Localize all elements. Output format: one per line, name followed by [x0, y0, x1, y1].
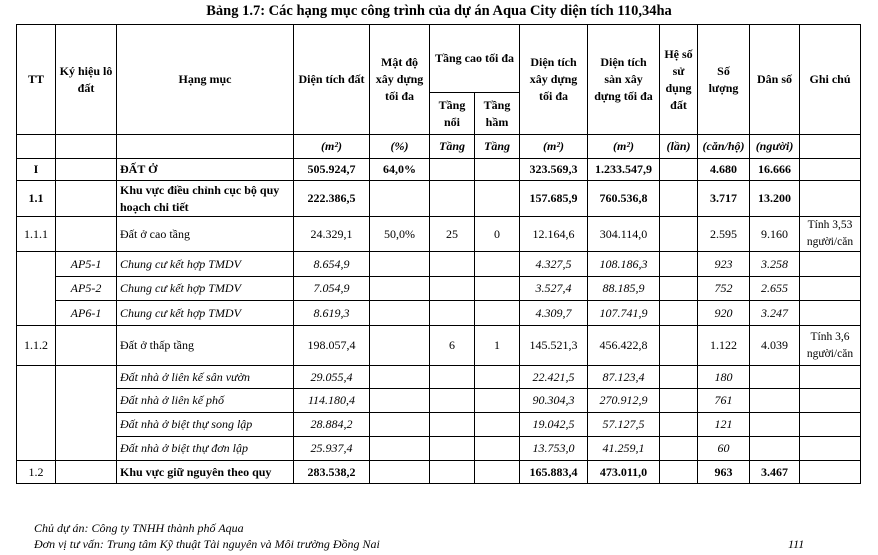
unit-cell: (người)	[750, 135, 800, 159]
cell-gc	[800, 159, 861, 181]
cell-hm: Đất ở thấp tầng	[117, 326, 294, 366]
cell-ds: 3.467	[750, 461, 800, 484]
cell-tt: 1.1.2	[17, 326, 56, 366]
header-ky-hieu: Ký hiệu lô đất	[56, 25, 117, 135]
cell-dt: 24.329,1	[294, 217, 370, 252]
cell-sl: 121	[698, 413, 750, 437]
cell-dt: 222.386,5	[294, 181, 370, 217]
cell-hm: Chung cư kết hợp TMDV	[117, 301, 294, 326]
cell-ds: 2.655	[750, 277, 800, 301]
cell-dtxd: 165.883,4	[520, 461, 588, 484]
cell-kh	[56, 326, 117, 366]
cell-dt: 8.619,3	[294, 301, 370, 326]
cell-th: 0	[475, 217, 520, 252]
table-row	[17, 217, 861, 252]
cell-hs	[660, 326, 698, 366]
cell-tt: 1.1.1	[17, 217, 56, 252]
cell-ds: 3.247	[750, 301, 800, 326]
cell-gc	[800, 389, 861, 413]
cell-hs	[660, 252, 698, 277]
unit-cell	[117, 135, 294, 159]
cell-th	[475, 252, 520, 277]
cell-tt: I	[17, 159, 56, 181]
cell-dts: 87.123,4	[588, 366, 660, 389]
cell-hs	[660, 389, 698, 413]
table-row	[17, 461, 861, 484]
cell-sl: 752	[698, 277, 750, 301]
header-dien-tich-dat: Diện tích đất	[294, 25, 370, 135]
cell-md	[370, 437, 430, 461]
header-dan-so: Dân số	[750, 25, 800, 135]
cell-hm: Chung cư kết hợp TMDV	[117, 277, 294, 301]
header-so-luong: Số lượng	[698, 25, 750, 135]
cell-tn	[430, 413, 475, 437]
cell-th	[475, 301, 520, 326]
cell-dts: 270.912,9	[588, 389, 660, 413]
header-tang-noi: Tầng nổi	[430, 93, 475, 135]
table-row	[17, 366, 861, 389]
cell-hs	[660, 181, 698, 217]
cell-dts: 456.422,8	[588, 326, 660, 366]
cell-sl: 2.595	[698, 217, 750, 252]
cell-tn	[430, 277, 475, 301]
header-dt-xay-dung: Diện tích xây dựng tối đa	[520, 25, 588, 135]
cell-dt: 114.180,4	[294, 389, 370, 413]
cell-sl: 4.680	[698, 159, 750, 181]
cell-ds	[750, 413, 800, 437]
cell-md	[370, 413, 430, 437]
cell-kh	[56, 159, 117, 181]
cell-ds: 4.039	[750, 326, 800, 366]
footer-consultant: Đơn vị tư vấn: Trung tâm Kỹ thuật Tài nguyên và Môi trường Đồng Nai	[34, 537, 380, 551]
cell-gc	[800, 252, 861, 277]
cell-tn: 6	[430, 326, 475, 366]
header-hang-muc: Hạng mục	[117, 25, 294, 135]
table-row	[17, 181, 861, 217]
cell-dt: 198.057,4	[294, 326, 370, 366]
header-dt-san: Diện tích sàn xây dựng tối đa	[588, 25, 660, 135]
cell-th	[475, 389, 520, 413]
cell-tn	[430, 461, 475, 484]
unit-cell: (%)	[370, 135, 430, 159]
cell-md	[370, 326, 430, 366]
cell-dtxd: 3.527,4	[520, 277, 588, 301]
cell-md	[370, 301, 430, 326]
table-title: Bảng 1.7: Các hạng mục công trình của dự án Aqua City diện tích 110,34ha	[206, 3, 672, 19]
cell-hm: ĐẤT Ở	[117, 159, 294, 181]
unit-cell: (lần)	[660, 135, 698, 159]
cell-kh: AP5-2	[56, 277, 117, 301]
cell-dt: 7.054,9	[294, 277, 370, 301]
cell-gc: Tính 3,53 người/căn	[800, 217, 861, 252]
cell-kh	[56, 461, 117, 484]
cell-hs	[660, 217, 698, 252]
cell-gc	[800, 461, 861, 484]
cell-dt: 28.884,2	[294, 413, 370, 437]
cell-md	[370, 389, 430, 413]
table-row	[17, 159, 861, 181]
cell-dt: 283.538,2	[294, 461, 370, 484]
cell-dtxd: 4.327,5	[520, 252, 588, 277]
unit-cell	[17, 135, 56, 159]
header-mat-do: Mật độ xây dựng tối đa	[370, 25, 430, 135]
cell-hm: Đất nhà ở biệt thự đơn lập	[117, 437, 294, 461]
merged-cell	[17, 252, 56, 326]
cell-gc	[800, 413, 861, 437]
cell-md	[370, 461, 430, 484]
page-number: 111	[788, 537, 805, 551]
cell-dts: 760.536,8	[588, 181, 660, 217]
cell-hs	[660, 461, 698, 484]
unit-cell: (m²)	[520, 135, 588, 159]
cell-kh	[56, 217, 117, 252]
cell-kh: AP5-1	[56, 252, 117, 277]
cell-sl: 60	[698, 437, 750, 461]
cell-md	[370, 252, 430, 277]
table-row	[17, 437, 861, 461]
header-tang-ham: Tầng hầm	[475, 93, 520, 135]
cell-dts: 41.259,1	[588, 437, 660, 461]
cell-tn	[430, 389, 475, 413]
unit-cell: Tầng	[475, 135, 520, 159]
unit-cell	[800, 135, 861, 159]
cell-tn	[430, 252, 475, 277]
cell-dts: 57.127,5	[588, 413, 660, 437]
cell-th	[475, 181, 520, 217]
cell-hm: Đất nhà ở liên kế sân vườn	[117, 366, 294, 389]
cell-kh: AP6-1	[56, 301, 117, 326]
cell-dts: 108.186,3	[588, 252, 660, 277]
cell-th	[475, 277, 520, 301]
cell-ds: 9.160	[750, 217, 800, 252]
cell-tt: 1.2	[17, 461, 56, 484]
unit-cell: (m²)	[588, 135, 660, 159]
cell-gc	[800, 181, 861, 217]
cell-dts: 473.011,0	[588, 461, 660, 484]
cell-hm: Chung cư kết hợp TMDV	[117, 252, 294, 277]
cell-md	[370, 181, 430, 217]
cell-th	[475, 437, 520, 461]
cell-tn	[430, 301, 475, 326]
cell-gc	[800, 301, 861, 326]
unit-cell: (m²)	[294, 135, 370, 159]
cell-md: 50,0%	[370, 217, 430, 252]
cell-dts: 304.114,0	[588, 217, 660, 252]
table-row	[17, 389, 861, 413]
cell-md	[370, 277, 430, 301]
header-tang-cao: Tầng cao tối đa	[430, 25, 520, 93]
cell-tn: 25	[430, 217, 475, 252]
cell-dtxd: 323.569,3	[520, 159, 588, 181]
cell-tn	[430, 181, 475, 217]
cell-sl: 963	[698, 461, 750, 484]
cell-hs	[660, 413, 698, 437]
header-ghi-chu: Ghi chú	[800, 25, 861, 135]
cell-sl: 923	[698, 252, 750, 277]
cell-hm: Đất nhà ở biệt thự song lập	[117, 413, 294, 437]
cell-tn	[430, 366, 475, 389]
cell-hm: Khu vực giữ nguyên theo quy	[117, 461, 294, 484]
table-row	[17, 326, 861, 366]
cell-hs	[660, 437, 698, 461]
cell-tt: 1.1	[17, 181, 56, 217]
header-he-so: Hệ số sử dụng đất	[660, 25, 698, 135]
data-table	[16, 24, 861, 484]
table-row	[17, 413, 861, 437]
cell-dtxd: 157.685,9	[520, 181, 588, 217]
cell-th	[475, 366, 520, 389]
cell-ds: 16.666	[750, 159, 800, 181]
unit-cell	[56, 135, 117, 159]
cell-hm: Đất ở cao tầng	[117, 217, 294, 252]
cell-sl: 761	[698, 389, 750, 413]
cell-hs	[660, 277, 698, 301]
cell-dts: 107.741,9	[588, 301, 660, 326]
cell-th	[475, 413, 520, 437]
cell-kh	[56, 181, 117, 217]
cell-ds	[750, 389, 800, 413]
cell-hs	[660, 366, 698, 389]
cell-dtxd: 12.164,6	[520, 217, 588, 252]
table-row	[17, 252, 861, 277]
cell-tn	[430, 437, 475, 461]
cell-sl: 180	[698, 366, 750, 389]
cell-hs	[660, 301, 698, 326]
cell-gc: Tính 3,6 người/căn	[800, 326, 861, 366]
cell-th	[475, 461, 520, 484]
cell-ds: 13.200	[750, 181, 800, 217]
cell-md	[370, 366, 430, 389]
cell-hm: Khu vực điều chỉnh cục bộ quy hoạch chi tiết	[117, 181, 294, 217]
table-row	[17, 301, 861, 326]
cell-sl: 1.122	[698, 326, 750, 366]
cell-dt: 29.055,4	[294, 366, 370, 389]
merged-cell	[56, 366, 117, 461]
cell-th: 1	[475, 326, 520, 366]
cell-gc	[800, 437, 861, 461]
cell-dt: 8.654,9	[294, 252, 370, 277]
cell-dt: 505.924,7	[294, 159, 370, 181]
merged-cell	[17, 366, 56, 461]
cell-tn	[430, 159, 475, 181]
cell-hs	[660, 159, 698, 181]
cell-dtxd: 145.521,3	[520, 326, 588, 366]
cell-dtxd: 13.753,0	[520, 437, 588, 461]
cell-sl: 920	[698, 301, 750, 326]
cell-sl: 3.717	[698, 181, 750, 217]
cell-ds	[750, 366, 800, 389]
cell-ds	[750, 437, 800, 461]
cell-th	[475, 159, 520, 181]
cell-dtxd: 19.042,5	[520, 413, 588, 437]
cell-dtxd: 22.421,5	[520, 366, 588, 389]
footer-owner: Chủ dự án: Công ty TNHH thành phố Aqua	[34, 521, 244, 535]
cell-md: 64,0%	[370, 159, 430, 181]
cell-dtxd: 4.309,7	[520, 301, 588, 326]
cell-gc	[800, 277, 861, 301]
table-row	[17, 277, 861, 301]
header-tt: TT	[17, 25, 56, 135]
unit-cell: Tầng	[430, 135, 475, 159]
cell-dt: 25.937,4	[294, 437, 370, 461]
cell-dts: 88.185,9	[588, 277, 660, 301]
cell-hm: Đất nhà ở liên kế phố	[117, 389, 294, 413]
cell-gc	[800, 366, 861, 389]
cell-dts: 1.233.547,9	[588, 159, 660, 181]
cell-ds: 3.258	[750, 252, 800, 277]
unit-cell: (căn/hộ)	[698, 135, 750, 159]
cell-dtxd: 90.304,3	[520, 389, 588, 413]
